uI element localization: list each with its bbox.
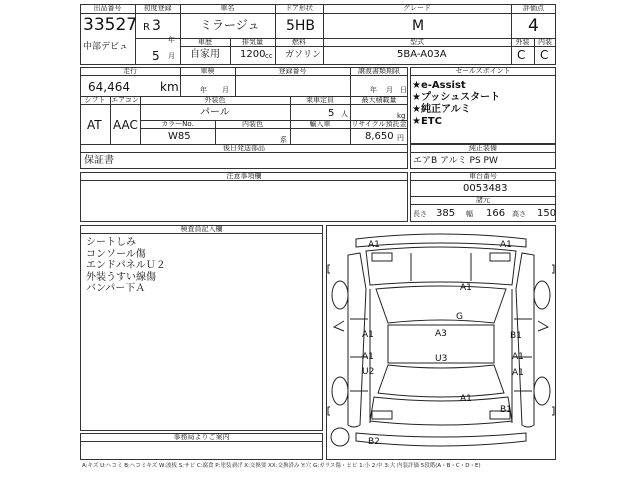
parts-section-label: 後日発送部品 (223, 144, 265, 152)
damage-mark: A1 (362, 352, 374, 362)
color-number: W85 (168, 131, 191, 142)
sales-points-title: セールスポイント (455, 67, 511, 75)
warranty-document: 保証書 (84, 155, 114, 166)
interior-color-unit: 系 (280, 136, 287, 144)
capacity: 5 (328, 108, 335, 119)
exterior-grade-label: 外装 (515, 38, 530, 46)
car-name: ミラージュ (200, 18, 260, 32)
car-name-label: 車名 (220, 4, 235, 12)
equipment-value: エアB アルミ PS PW (413, 156, 498, 166)
ac: AAC (113, 118, 138, 132)
sales-point-item: ★純正アルミ (412, 104, 471, 115)
exterior-color: パール (200, 107, 230, 118)
length-label: 長さ (413, 210, 427, 218)
damage-mark: A3 (435, 329, 447, 339)
footer-legend: A:キズ U:へコミ B:へコミキズ W:波板 S:サビ C:腐食 P:塗装剥げ X:交換要 XX:交換済み Y:穴 G:ガラス傷・ヒビ 1:小 2:中 3:大 内装評価 5段階(A・B・C・D・E) (82, 463, 481, 469)
dimensions-title: 諸元 (476, 196, 490, 204)
chassis-title: 車台番号 (469, 172, 497, 180)
score-label: 評価点 (523, 4, 544, 12)
length-value: 385 (436, 208, 456, 219)
damage-mark: A1 (500, 240, 512, 250)
damage-mark: U3 (435, 354, 448, 364)
damage-mark: A1 (368, 240, 380, 250)
sales-point-item: ★プッシュスタート (412, 92, 501, 103)
recycle-month-suffix: 月 (386, 86, 393, 94)
damage-mark: A1 (460, 283, 472, 293)
color-number-label: カラーNo. (161, 120, 194, 128)
era-letter: R (143, 22, 150, 33)
capacity-label: 乗車定員 (306, 96, 334, 104)
import-label: 輸入車 (309, 120, 331, 128)
recycle-day-suffix: 日 (400, 86, 407, 94)
inspector-notes (86, 237, 166, 295)
year-suffix: 年 (168, 36, 175, 44)
damage-mark: B2 (368, 437, 380, 447)
width-value: 166 (486, 208, 506, 219)
damage-mark: A1 (362, 330, 374, 340)
mileage-label: 走行 (123, 67, 137, 75)
recycle-deadline-label: 譲渡書類期限 (358, 67, 400, 75)
exterior-color-label: 外装色 (204, 96, 226, 104)
exterior-grade: C (517, 48, 526, 62)
max-load-label: 最大積載量 (361, 96, 397, 104)
capacity-unit: 人 (341, 110, 348, 118)
damage-mark: B1 (510, 331, 522, 341)
lot-number: 33527 (83, 15, 138, 35)
inspector-note: バンパー下Ａ (86, 283, 146, 294)
inspection-month-suffix: 月 (222, 86, 229, 94)
damage-mark: B1 (500, 405, 512, 415)
debut-label: 中部デビュ (83, 42, 129, 52)
inspector-title: 検査員記入欄 (180, 225, 223, 233)
inspection-label: 車検 (200, 67, 215, 75)
inspector-note: 外装うすい線傷 (86, 271, 156, 283)
model-code: 5BA-A03A (397, 49, 447, 60)
recycle-fee-unit: 円 (397, 134, 404, 142)
damage-mark: U2 (362, 367, 375, 377)
model-label: 型式 (410, 38, 424, 46)
inspection-year-suffix: 年 (200, 86, 207, 94)
displacement-unit: cc (265, 52, 273, 60)
chassis-number: 0053483 (463, 183, 508, 194)
office-title: 事務局よりご案内 (173, 433, 230, 441)
first-registration-label: 初度登録 (143, 4, 172, 12)
sales-point-item: ★ETC (412, 116, 442, 127)
height-label: 高さ (512, 210, 526, 218)
recycle-year-suffix: 年 (370, 86, 377, 94)
fuel-label: 燃料 (292, 38, 306, 46)
car-diagram (326, 225, 556, 460)
body-type-label: ドア形状 (285, 4, 313, 12)
equipment-title: 純正装備 (469, 144, 497, 152)
shift-label: シフト (84, 96, 106, 104)
body-type: 5HB (286, 18, 316, 34)
sales-point-item: ★e-Assist (412, 80, 466, 91)
registration-label: 登録番号 (278, 67, 307, 75)
reg-month: 5 (152, 49, 160, 63)
damage-mark: A1 (512, 352, 524, 362)
damage-mark: A1 (460, 394, 472, 404)
lot-label: 出品番号 (93, 4, 122, 12)
shift: AT (87, 118, 102, 132)
inspector-note: シートしみ (86, 237, 136, 248)
max-load-unit: kg (397, 112, 406, 120)
notes-title: 注意事項欄 (226, 172, 262, 180)
grade-label: グレード (403, 4, 431, 12)
sales-points-list (412, 80, 500, 128)
month-suffix: 月 (168, 52, 175, 60)
fuel: ガソリン (285, 50, 322, 60)
damage-mark: A1 (512, 368, 524, 378)
recycle-fee-label: リサイクル預託金 (351, 120, 407, 128)
era-year: 3 (152, 18, 161, 34)
score-value: 4 (528, 16, 539, 36)
usage: 自家用 (190, 49, 220, 60)
interior-grade: C (540, 48, 549, 62)
inspector-note: エンドパネルＵ２ (86, 260, 166, 271)
height-value: 150 (537, 208, 557, 219)
interior-color-label: 内装色 (242, 120, 263, 128)
width-label: 幅 (466, 210, 473, 218)
damage-mark: G (456, 312, 463, 322)
interior-grade-label: 内装 (538, 38, 552, 46)
grade: M (412, 18, 425, 34)
recycle-fee: 8,650 (365, 131, 394, 142)
displacement: 1200 (240, 49, 266, 60)
displacement-label: 排気量 (242, 38, 263, 46)
mileage-unit: km (160, 80, 179, 94)
ac-label: エアコン (111, 96, 139, 104)
inspector-note: コンソール傷 (86, 248, 146, 260)
usage-label: 車歴 (198, 38, 212, 46)
mileage: 64,464 (88, 80, 130, 94)
